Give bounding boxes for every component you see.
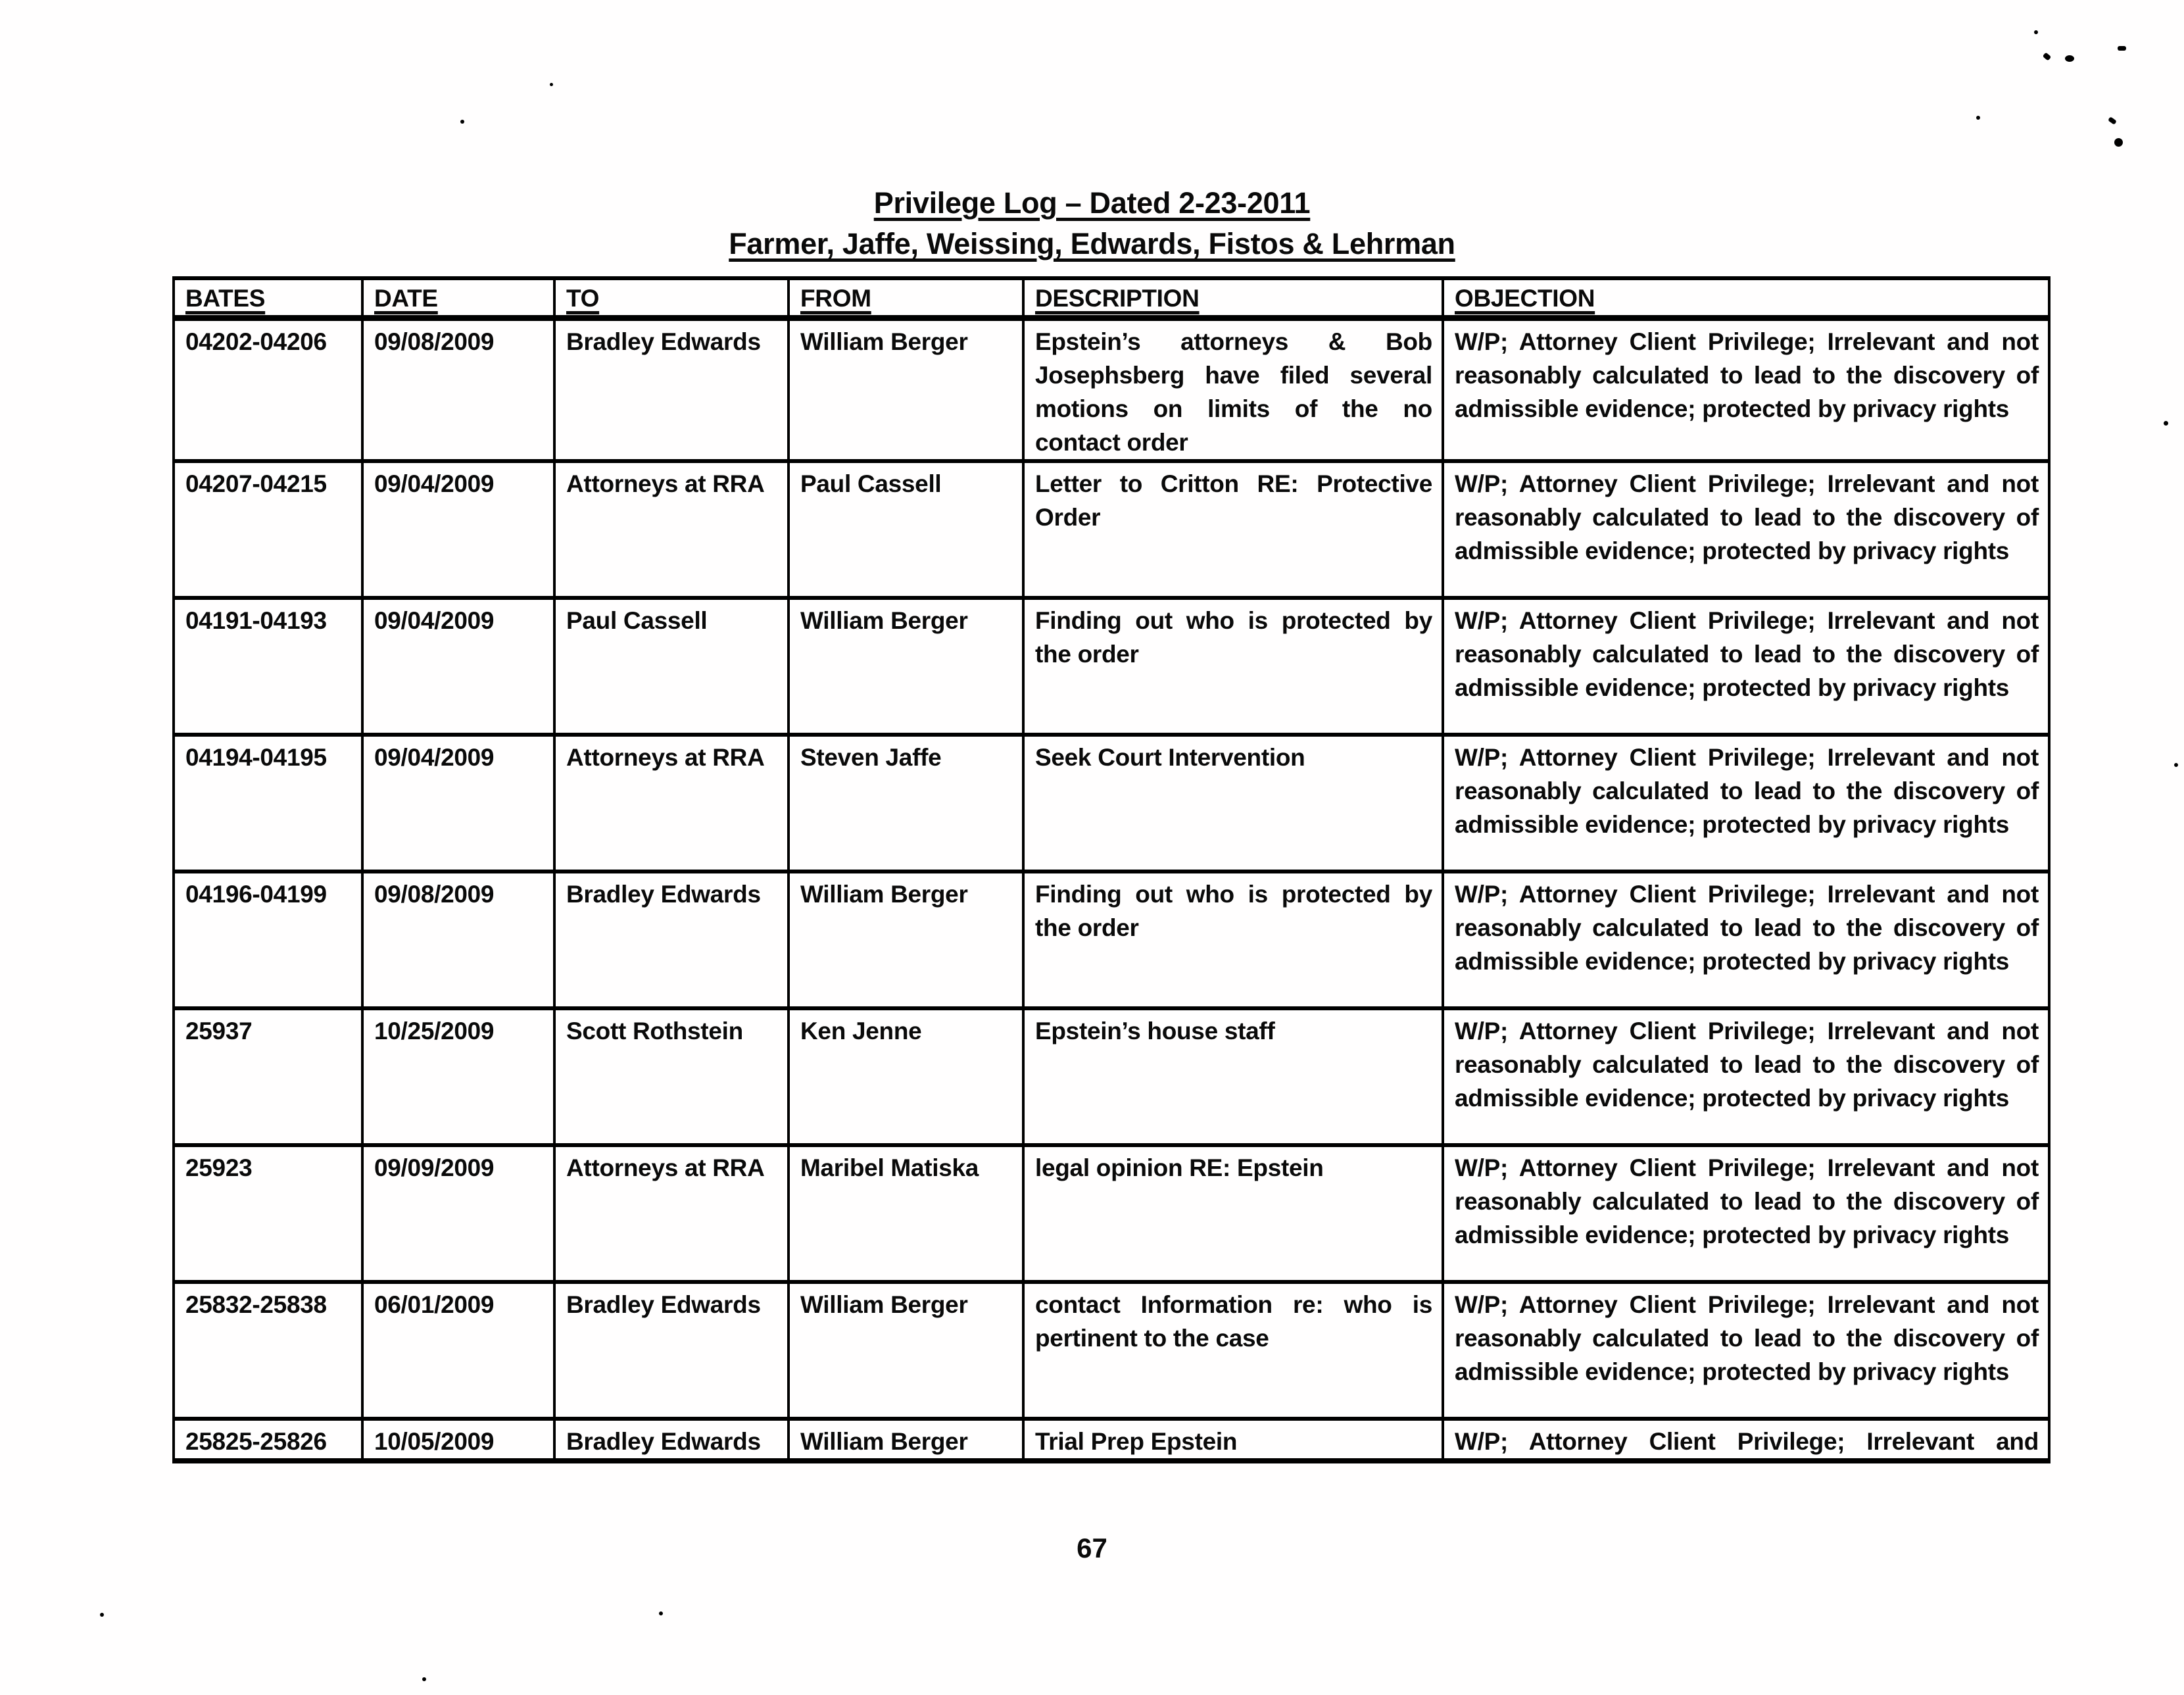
from-cell: William Berger [789, 1282, 1023, 1419]
log-row [174, 872, 2049, 1008]
from-cell: William Berger [789, 318, 1023, 462]
date-cell: 09/08/2009 [362, 318, 554, 462]
scan-speck [2164, 421, 2168, 426]
log-row [174, 461, 2049, 598]
date-cell: 09/08/2009 [362, 872, 554, 1008]
objection-cell: W/P; Attorney Client Privilege; Irrelevant and not reasonably calculated to lead to the discovery of admissible evidence; protected by privacy rights [1443, 318, 2049, 462]
log-row [174, 1008, 2049, 1145]
date-cell: 09/04/2009 [362, 598, 554, 735]
date-cell: 09/09/2009 [362, 1145, 554, 1282]
description-cell: contact Information re: who is pertinent to the case [1023, 1282, 1443, 1419]
date-cell: 09/04/2009 [362, 735, 554, 872]
header-to: TO [554, 278, 789, 318]
bates-cell: 04202-04206 [174, 318, 362, 462]
from-cell: William Berger [789, 872, 1023, 1008]
description-cell: Trial Prep Epstein [1023, 1419, 1443, 1461]
date-cell: 10/25/2009 [362, 1008, 554, 1145]
scan-speck [550, 83, 553, 86]
from-cell: Maribel Matiska [789, 1145, 1023, 1282]
to-cell: Attorneys at RRA [554, 735, 789, 872]
header-objection: OBJECTION [1443, 278, 2049, 318]
log-row [174, 735, 2049, 872]
from-cell: William Berger [789, 598, 1023, 735]
date-cell: 10/05/2009 [362, 1419, 554, 1461]
objection-cell: W/P; Attorney Client Privilege; Irrelevant and not reasonably calculated to lead to the discovery of admissible evidence; protected by privacy rights [1443, 1282, 2049, 1419]
to-cell: Bradley Edwards [554, 1282, 789, 1419]
scan-speck [460, 120, 464, 124]
scan-speck [2065, 55, 2074, 62]
from-cell: Paul Cassell [789, 461, 1023, 598]
to-cell: Attorneys at RRA [554, 461, 789, 598]
objection-cell: W/P; Attorney Client Privilege; Irrelevant and not reasonably calculated to lead to the discovery of admissible evidence; protected by privacy rights [1443, 1145, 2049, 1282]
bates-cell: 04207-04215 [174, 461, 362, 598]
header-description: DESCRIPTION [1023, 278, 1443, 318]
page-number: 67 [1077, 1533, 1107, 1563]
document-title-line-2: Farmer, Jaffe, Weissing, Edwards, Fistos & Lehrman [729, 227, 1455, 260]
to-cell: Scott Rothstein [554, 1008, 789, 1145]
description-cell: Seek Court Intervention [1023, 735, 1443, 872]
header-row [174, 278, 2049, 318]
header-date: DATE [362, 278, 554, 318]
bates-cell: 04191-04193 [174, 598, 362, 735]
from-cell: William Berger [789, 1419, 1023, 1461]
header-from: FROM [789, 278, 1023, 318]
description-cell: Epstein’s attorneys & Bob Josephsberg have filed several motions on limits of the no contact order [1023, 318, 1443, 462]
log-row [174, 1145, 2049, 1282]
scan-speck [2034, 30, 2038, 34]
document-title-line-1: Privilege Log – Dated 2-23-2011 [873, 186, 1311, 220]
header-bates: BATES [174, 278, 362, 318]
scan-speck [659, 1611, 663, 1615]
description-cell: Letter to Critton RE: Protective Order [1023, 461, 1443, 598]
objection-cell: W/P; Attorney Client Privilege; Irrelevant and not reasonably calculated to lead to the discovery of admissible evidence; protected by privacy rights [1443, 598, 2049, 735]
to-cell: Bradley Edwards [554, 872, 789, 1008]
objection-cell: W/P; Attorney Client Privilege; Irrelevant and not reasonably calculated to lead to the discovery of admissible evidence; protected by privacy rights [1443, 1008, 2049, 1145]
objection-cell: W/P; Attorney Client Privilege; Irrelevant and [1443, 1419, 2049, 1461]
bates-cell: 25825-25826 [174, 1419, 362, 1461]
from-cell: Ken Jenne [789, 1008, 1023, 1145]
scan-speck [2108, 116, 2117, 125]
objection-cell: W/P; Attorney Client Privilege; Irrelevant and not reasonably calculated to lead to the discovery of admissible evidence; protected by privacy rights [1443, 735, 2049, 872]
bates-cell: 25937 [174, 1008, 362, 1145]
to-cell: Bradley Edwards [554, 1419, 789, 1461]
bates-cell: 25923 [174, 1145, 362, 1282]
objection-cell: W/P; Attorney Client Privilege; Irrelevant and not reasonably calculated to lead to the discovery of admissible evidence; protected by privacy rights [1443, 461, 2049, 598]
to-cell: Attorneys at RRA [554, 1145, 789, 1282]
description-cell: Epstein’s house staff [1023, 1008, 1443, 1145]
privilege-log-table [172, 276, 2051, 1463]
description-cell: Finding out who is protected by the order [1023, 872, 1443, 1008]
description-cell: Finding out who is protected by the order [1023, 598, 1443, 735]
document-title-block [0, 183, 2184, 264]
to-cell: Paul Cassell [554, 598, 789, 735]
bates-cell: 04196-04199 [174, 872, 362, 1008]
bates-cell: 04194-04195 [174, 735, 362, 872]
scan-speck [2043, 52, 2052, 61]
date-cell: 09/04/2009 [362, 461, 554, 598]
scan-speck [422, 1677, 426, 1681]
objection-cell: W/P; Attorney Client Privilege; Irrelevant and not reasonably calculated to lead to the discovery of admissible evidence; protected by privacy rights [1443, 872, 2049, 1008]
log-row [174, 1282, 2049, 1419]
from-cell: Steven Jaffe [789, 735, 1023, 872]
scan-speck [2174, 763, 2178, 767]
bates-cell: 25832-25838 [174, 1282, 362, 1419]
to-cell: Bradley Edwards [554, 318, 789, 462]
scan-speck [1976, 116, 1980, 120]
scan-speck [100, 1613, 104, 1617]
log-row-partial [174, 1419, 2049, 1461]
scan-speck [2114, 138, 2123, 147]
description-cell: legal opinion RE: Epstein [1023, 1145, 1443, 1282]
log-row [174, 598, 2049, 735]
date-cell: 06/01/2009 [362, 1282, 554, 1419]
scan-speck [2118, 46, 2126, 51]
log-row [174, 318, 2049, 462]
